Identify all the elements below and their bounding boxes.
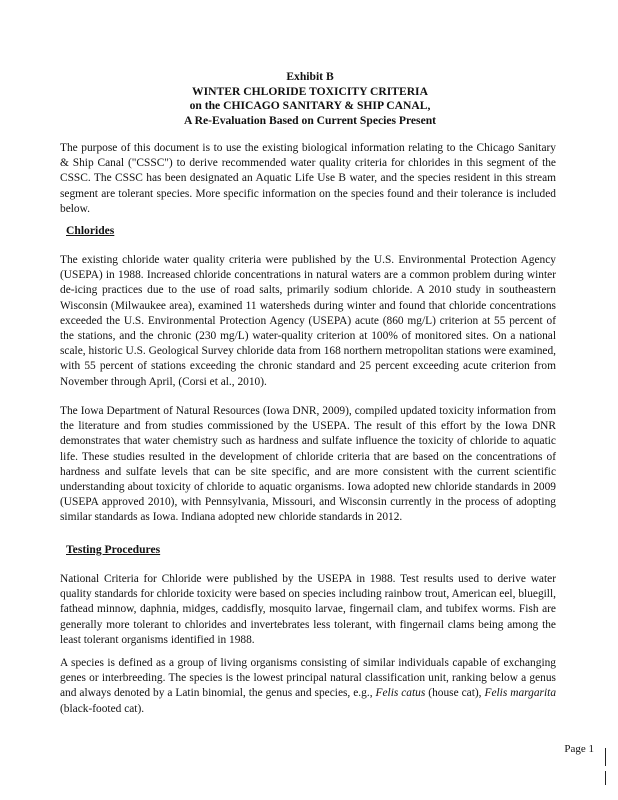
document-header xyxy=(60,70,560,128)
species-definition-text: A species is defined as a group of living organisms consisting of similar individuals capable of exchanging genes or interbreeding. The species is the lowest principal natural classification unit, ranking below a genus and always denoted by a Latin binomial, the genus and species, e.g., xyxy=(60,657,556,700)
felis-margarita-term: Felis margarita xyxy=(484,687,557,700)
page-number: Page 1 xyxy=(564,743,594,755)
black-footed-cat-text: (black-footed cat). xyxy=(60,702,145,715)
testing-paragraph-1: National Criteria for Chloride were published by the USEPA in 1988. Test results used to derive water quality standards for chloride toxicity were based on species including rainbow trout, American eel, bluegill, fathead minnow, daphnia, midges, caddisfly, mosquito larvae, fingernail clam, and tubifex worms. Fish are generally more tolerant to chlorides and invertebrates less tolerant, with fingernail clams being among the least tolerant organisms identified in 1988. xyxy=(60,573,556,646)
intro-paragraph: The purpose of this document is to use the existing biological information relating to the Chicago Sanitary & Ship Canal ("CSSC") to derive recommended water quality criteria for chlorides in this segment of the CSSC. The CSSC has been designated an Aquatic Life Use B water, and the species resident in this stream segment are tolerant species. More specific information on the species found and their tolerance is included below. xyxy=(60,142,556,215)
scan-edge-mark-lower xyxy=(605,771,606,785)
scan-edge-mark xyxy=(605,748,606,766)
chlorides-paragraph-1: The existing chloride water quality criteria were published by the U.S. Environmental Protection Agency (USEPA) in 1988. Increased chloride concentrations in natural waters are a common problem during winter de-icing practices due to the use of road salts, primarily sodium chloride. A 2010 study in southeastern Wisconsin (Milwaukee area), examined 11 watersheds during winter and found that chloride concentrations exceeded the U.S. Environmental Protection Agency (USEPA) acute (860 mg/L) criterion at 55 percent of the stations, and the chronic (230 mg/L) water-quality criterion at 100% of monitored sites. On a national scale, historic U.S. Geological Survey chloride data from 168 northern metropolitan stations were examined, with 55 percent of stations exceeding the chronic standard and 25 percent exceeding acute criterion from November through April, (Corsi et al., 2010). xyxy=(60,254,556,388)
title-line-2: on the CHICAGO SANITARY & SHIP CANAL, xyxy=(189,99,431,112)
exhibit-label: Exhibit B xyxy=(286,70,334,83)
title-line-1: WINTER CHLORIDE TOXICITY CRITERIA xyxy=(192,84,428,98)
chlorides-paragraph-2: The Iowa Department of Natural Resources (Iowa DNR, 2009), compiled updated toxicity information from the literature and from studies commissioned by the USEPA. The result of this effort by the Iowa DNR demonstrates that water chemistry such as hardness and sulfate influence the toxicity of chloride to aquatic life. These studies resulted in the development of chloride criteria that are based on the concentrations of hardness and sulfate levels that can be site specific, and are more consistent with the current scientific understanding about toxicity of chloride to aquatic organisms. Iowa adopted new chloride standards in 2009 (USEPA approved 2010), with Pennsylvania, Missouri, and Wisconsin currently in the process of adopting similar standards as Iowa. Indiana adopted new chloride standards in 2012. xyxy=(60,405,556,524)
felis-catus-term: Felis catus xyxy=(375,687,426,700)
testing-paragraph-2 xyxy=(60,656,556,717)
testing-procedures-heading: Testing Procedures xyxy=(66,543,161,556)
chlorides-heading: Chlorides xyxy=(66,224,115,237)
title-line-3: A Re-Evaluation Based on Current Species Present xyxy=(183,113,437,127)
house-cat-text: (house cat), xyxy=(425,687,485,700)
